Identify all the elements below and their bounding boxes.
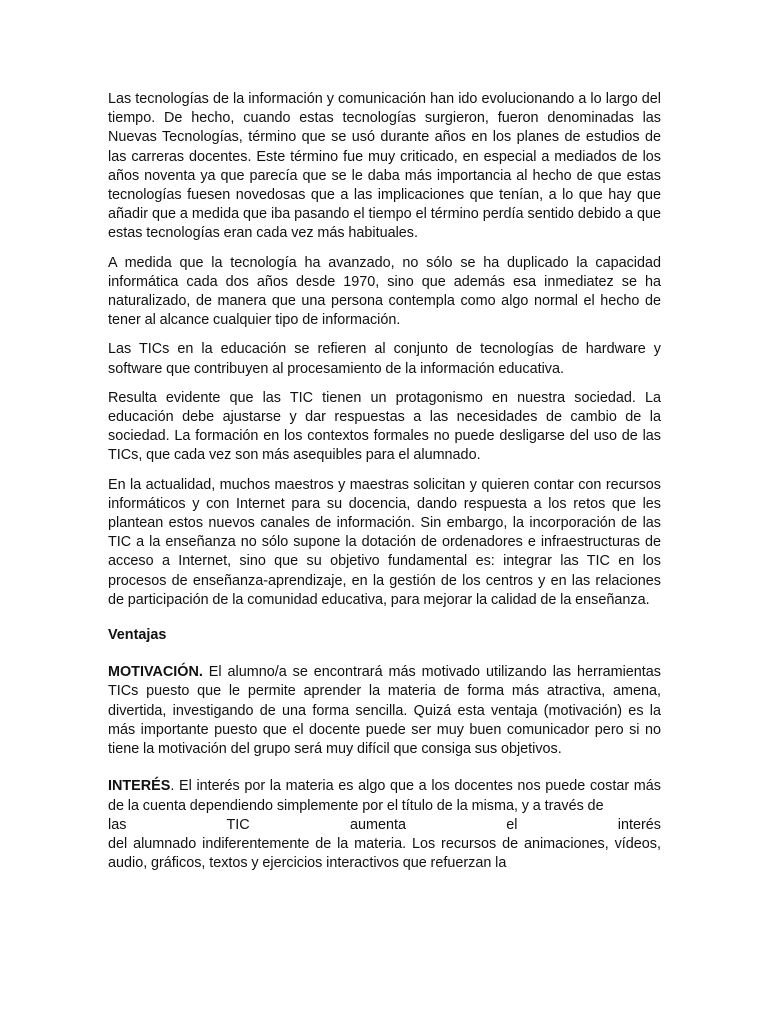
text-interes-line2: las TIC aumenta el interés bbox=[108, 816, 661, 833]
paragraph-current-situation: En la actualidad, muchos maestros y maestras solicitan y quieren contar con recursos informáticos y con Internet para su docencia, dando respuesta a los retos que les plantean estos nuevos canales de información. Sin embargo, la incorporación de las TIC a la enseñanza no sólo supone la dotación de ordenadores e infraestructuras de acceso a Internet, sino que su objetivo fundamental es: integrar las TIC en los procesos de enseñanza-aprendizaje, en la gestión de los centros y en las relaciones de participación de la comunidad educativa, para mejorar la calidad de la enseñanza. bbox=[108, 476, 661, 608]
paragraph-intro: Las tecnologías de la información y comunicación han ido evolucionando a lo largo del tiempo. De hecho, cuando estas tecnologías surgieron, fueron denominadas las Nuevas Tecnologías, término que se usó durante años en los planes de estudios de las carreras docentes. Este término fue muy criticado, en especial a mediados de los años noventa ya que parecía que se le daba más importancia al hecho de que estas tecnologías fuesen novedosas que a las implicaciones que tenían, a lo que hay que añadir que a medida que iba pasando el tiempo el término perdía sentido debido a que estas tecnologías eran cada vez más habituales. bbox=[108, 91, 661, 242]
section-heading-ventajas: Ventajas bbox=[108, 627, 167, 644]
paragraph-tics-education: Las TICs en la educación se refieren al conjunto de tecnologías de hardware y software que contribuyen al procesamiento de la información educativa. bbox=[108, 341, 661, 377]
text-interes-line1: . El interés por la materia es algo que a los docentes nos puede costar más de la cuenta dependiendo simplemente por el título de la misma, y a través de bbox=[108, 778, 661, 814]
paragraph-protagonism: Resulta evidente que las TIC tienen un protagonismo en nuestra sociedad. La educación debe ajustarse y dar respuestas a las necesidades de cambio de la sociedad. La formación en los contextos formales no puede desligarse del uso de las TICs, que cada vez son más asequibles para el alumnado. bbox=[108, 389, 661, 464]
paragraph-technology-advance: A medida que la tecnología ha avanzado, no sólo se ha duplicado la capacidad informática cada dos años desde 1970, sino que además esa inmediatez se ha naturalizado, de manera que una persona contempla como algo normal el hecho de tener al alcance cualquier tipo de información. bbox=[108, 254, 661, 329]
term-interes: INTERÉS bbox=[108, 778, 171, 795]
document-page bbox=[108, 90, 661, 883]
paragraph-motivacion bbox=[108, 663, 661, 759]
paragraph-interes bbox=[108, 777, 661, 873]
text-interes-line3: del alumnado indiferentemente de la materia. Los recursos de animaciones, vídeos, audio, gráficos, textos y ejercicios interactivos que refuerzan la bbox=[108, 835, 661, 872]
term-motivacion: MOTIVACIÓN. bbox=[108, 664, 203, 681]
text-motivacion: El alumno/a se encontrará más motivado utilizando las herramientas TICs puesto que le permite aprender la materia de forma más atractiva, amena, divertida, investigando de una forma sencilla. Quizá esta ventaja (motivación) es la más importante puesto que el docente puede ser muy buen comunicador pero si no tiene la motivación del grupo será muy difícil que consiga sus objetivos. bbox=[108, 664, 661, 758]
